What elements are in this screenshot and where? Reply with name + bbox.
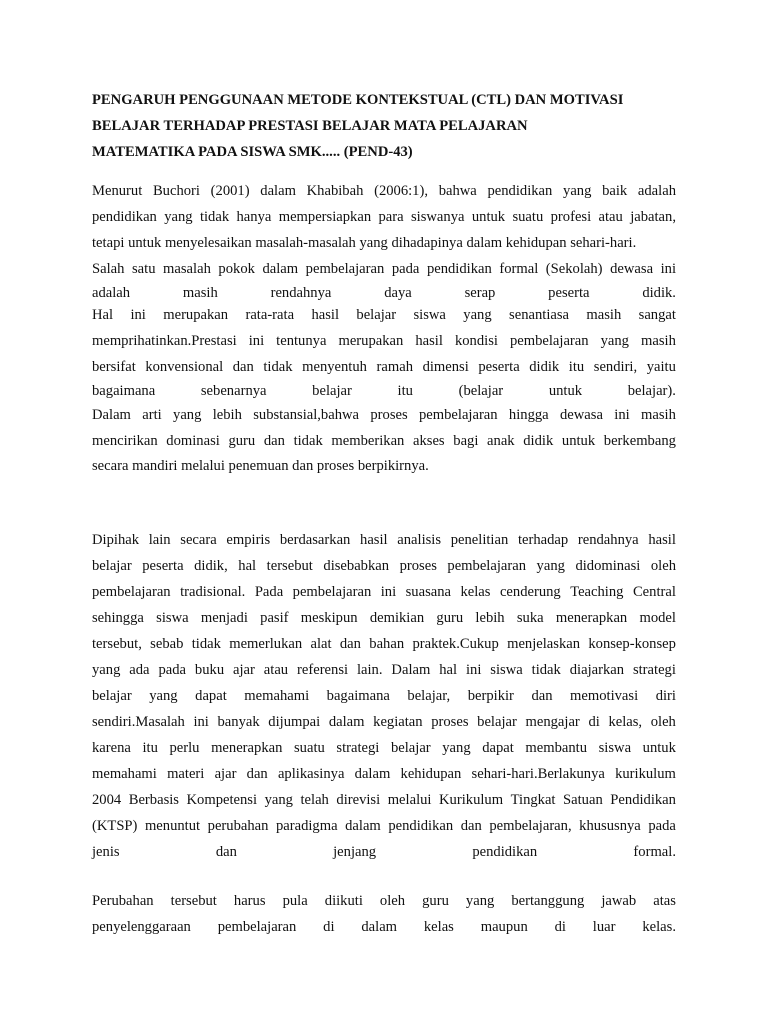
word: analisis xyxy=(397,532,442,548)
word: yang xyxy=(173,407,202,423)
word: dalam xyxy=(328,714,365,730)
paragraph-1-line xyxy=(92,405,676,425)
word: dan xyxy=(339,636,361,652)
word: diri xyxy=(655,688,676,704)
word: harus xyxy=(233,893,266,909)
word: untuk xyxy=(642,740,676,756)
word: atas xyxy=(653,893,676,909)
word: hanya xyxy=(236,209,272,225)
word: ini xyxy=(130,307,146,323)
word: membantu xyxy=(525,740,588,756)
word: siswa xyxy=(598,740,632,756)
word: maupun xyxy=(480,919,528,935)
word: hasil xyxy=(311,307,340,323)
word: bertanggung xyxy=(511,893,585,909)
word: memahami xyxy=(92,766,157,782)
word: menjadi xyxy=(200,610,248,626)
word: pembelajaran xyxy=(217,919,297,935)
word: empiris xyxy=(226,532,271,548)
paragraph-2-line xyxy=(92,530,676,550)
paragraph-2-line xyxy=(92,738,676,758)
word: tidak xyxy=(191,636,221,652)
word: sehingga xyxy=(92,610,144,626)
word: untuk xyxy=(471,209,506,225)
paragraph-1-line xyxy=(92,431,676,451)
word: penelitian xyxy=(450,532,509,548)
word: itu xyxy=(397,383,413,399)
word: bahan xyxy=(369,636,405,652)
paragraph-1-line xyxy=(92,207,676,227)
word: Tingkat xyxy=(510,792,556,808)
word: strategi xyxy=(336,740,380,756)
paragraph-3-line xyxy=(92,917,676,937)
word: para xyxy=(378,209,404,225)
word: disebabkan xyxy=(323,558,390,574)
word: berkembang xyxy=(603,433,676,449)
word: lain xyxy=(148,532,171,548)
word: aplikasinya xyxy=(277,766,345,782)
word: (KTSP) xyxy=(92,818,138,834)
word: sehari-hari.Berlakunya xyxy=(471,766,605,782)
word: dewasa xyxy=(610,261,654,277)
word: dan xyxy=(460,818,482,834)
word: yang xyxy=(600,333,629,349)
paragraph-1-line xyxy=(92,357,676,377)
word: suatu xyxy=(293,740,325,756)
word: pada xyxy=(158,662,187,678)
word: berpikir xyxy=(467,688,514,704)
word: proses xyxy=(431,714,469,730)
word: serap xyxy=(464,285,496,301)
word: Berbasis xyxy=(128,792,179,808)
word: lebih xyxy=(212,407,242,423)
word: guru xyxy=(422,893,449,909)
word: yang xyxy=(264,792,293,808)
word: masih xyxy=(182,285,218,301)
word: karena xyxy=(92,740,131,756)
word: suasana xyxy=(405,584,451,600)
word: tidak xyxy=(263,359,293,375)
word: masih xyxy=(641,333,676,349)
word: pembelajaran xyxy=(305,261,385,277)
word: anak xyxy=(487,433,515,449)
word: pendidikan xyxy=(487,183,553,199)
word: konsep-konsep xyxy=(588,636,676,652)
word: pendidikan xyxy=(92,209,157,225)
word: (2006:1), xyxy=(374,183,428,199)
word: siswa xyxy=(490,662,523,678)
word: hasil xyxy=(415,333,443,349)
word: dalam xyxy=(361,919,398,935)
word: bagaimana xyxy=(92,383,156,399)
word: ini xyxy=(660,261,676,277)
word: dominasi xyxy=(166,433,220,449)
word: meskipun xyxy=(300,610,358,626)
word: lain. xyxy=(356,662,383,678)
word: dijumpai xyxy=(268,714,321,730)
word: di xyxy=(588,714,600,730)
word: secara xyxy=(180,532,217,548)
word: bersifat xyxy=(92,359,136,375)
word: masalah xyxy=(163,261,211,277)
word: atau xyxy=(598,209,623,225)
word: sebenarnya xyxy=(200,383,267,399)
word: suatu xyxy=(512,209,544,225)
word: penyelenggaraan xyxy=(92,919,191,935)
word: dan xyxy=(263,433,285,449)
word: strategi xyxy=(632,662,676,678)
word: ada xyxy=(129,662,150,678)
word: Dipihak xyxy=(92,532,140,548)
word: adalah xyxy=(637,183,676,199)
word: memberikan xyxy=(331,433,405,449)
paragraph-2-line xyxy=(92,764,676,784)
word: itu xyxy=(142,740,158,756)
word: kegiatan xyxy=(373,714,423,730)
paragraph-2-line xyxy=(92,842,676,862)
word: tradisional. xyxy=(180,584,246,600)
word: arti xyxy=(142,407,162,423)
word: pasif xyxy=(260,610,289,626)
word: bahwa xyxy=(438,183,477,199)
word: diajarkan xyxy=(569,662,625,678)
word: cenderung xyxy=(499,584,561,600)
word: mempersiapkan xyxy=(278,209,372,225)
word: yang xyxy=(563,183,592,199)
word: tersebut xyxy=(170,893,217,909)
paragraph-2-line xyxy=(92,712,676,732)
word: oleh xyxy=(650,558,676,574)
word: memahami xyxy=(244,688,310,704)
word: (Sekolah) xyxy=(545,261,603,277)
word: yang xyxy=(536,558,565,574)
word: belajar xyxy=(92,688,132,704)
paragraph-1-line xyxy=(92,181,676,201)
word: hasil xyxy=(360,532,388,548)
word: mengajar xyxy=(525,714,580,730)
word: demikian xyxy=(369,610,425,626)
word: oleh xyxy=(379,893,406,909)
word: lebih xyxy=(475,610,505,626)
word: pokok xyxy=(218,261,255,277)
word: belajar xyxy=(477,714,517,730)
paragraph-2-line xyxy=(92,660,676,680)
word: hal xyxy=(439,662,458,678)
word: Salah xyxy=(92,261,125,277)
word: pula xyxy=(282,893,308,909)
word: memprihatinkan.Prestasi xyxy=(92,333,237,349)
word: belajar). xyxy=(627,383,676,399)
word: tidak xyxy=(293,433,323,449)
word: melalui xyxy=(387,792,432,808)
word: alat xyxy=(310,636,332,652)
word: siswa xyxy=(156,610,189,626)
word: pendidikan xyxy=(472,844,538,860)
word: pembelajaran xyxy=(509,333,589,349)
word: ini xyxy=(465,662,482,678)
word: ini xyxy=(614,407,630,423)
word: banyak xyxy=(217,714,260,730)
word: formal xyxy=(499,261,539,277)
word: oleh xyxy=(650,714,676,730)
word: pendidikan xyxy=(426,261,492,277)
word: yang xyxy=(463,307,492,323)
word: jenjang xyxy=(333,844,377,860)
word: Dalam xyxy=(391,662,431,678)
paragraph-1-line: tetapi untuk menyelesaikan masalah-masalah yang dihadapinya dalam kehidupan sehari-hari. xyxy=(92,235,637,251)
word: buku xyxy=(194,662,225,678)
word: tersebut, xyxy=(92,636,142,652)
word: didik xyxy=(523,433,554,449)
paragraph-2-line xyxy=(92,556,676,576)
word: bagi xyxy=(453,433,479,449)
word: belajar, xyxy=(407,688,451,704)
word: Satuan xyxy=(563,792,603,808)
word: dan xyxy=(232,359,254,375)
word: luar xyxy=(592,919,616,935)
word: guru xyxy=(436,610,464,626)
word: peserta xyxy=(478,359,520,375)
paragraph-1-line: secara mandiri melalui penemuan dan proses berpikirnya. xyxy=(92,458,429,474)
paragraph-1-line xyxy=(92,331,676,351)
word: Dalam xyxy=(92,407,131,423)
word: pembelajaran, xyxy=(489,818,572,834)
word: 2004 xyxy=(92,792,122,808)
word: Pada xyxy=(254,584,284,600)
word: sangat xyxy=(638,307,676,323)
paragraph-1-line xyxy=(92,305,676,325)
word: ini xyxy=(193,714,209,730)
word: dan xyxy=(246,766,268,782)
word: sebab xyxy=(150,636,184,652)
word: menyentuh xyxy=(302,359,367,375)
word: kelas xyxy=(423,919,454,935)
word: proses xyxy=(399,558,437,574)
word: menerapkan xyxy=(555,610,628,626)
word: tersebut xyxy=(266,558,313,574)
word: jawab xyxy=(601,893,637,909)
word: dalam xyxy=(262,261,299,277)
word: merupakan xyxy=(163,307,229,323)
word: jenis xyxy=(92,844,120,860)
word: belajar xyxy=(390,740,431,756)
word: belajar xyxy=(356,307,397,323)
word: kehidupan xyxy=(400,766,462,782)
word: pembelajaran xyxy=(292,584,372,600)
word: belajar xyxy=(312,383,352,399)
paragraph-2-line xyxy=(92,816,676,836)
paragraph-1-line xyxy=(92,259,676,279)
word: untuk xyxy=(561,433,596,449)
word: hingga xyxy=(508,407,549,423)
word: pembelajaran xyxy=(92,584,171,600)
word: ini xyxy=(248,333,265,349)
word: masih xyxy=(586,307,622,323)
word: tentunya xyxy=(276,333,327,349)
word: Perubahan xyxy=(92,893,154,909)
word: suka xyxy=(516,610,544,626)
word: kurikulum xyxy=(615,766,676,782)
word: ajar xyxy=(233,662,255,678)
word: Menurut xyxy=(92,183,143,199)
word: dan xyxy=(531,688,553,704)
word: rendahnya xyxy=(577,532,639,548)
word: didominasi xyxy=(575,558,641,574)
word: senantiasa xyxy=(509,307,570,323)
word: mencirikan xyxy=(92,433,158,449)
word: merupakan xyxy=(338,333,404,349)
word: siswanya xyxy=(410,209,465,225)
word: yang xyxy=(164,209,193,225)
word: didik xyxy=(529,359,560,375)
word: belajar xyxy=(92,558,132,574)
word: pada xyxy=(648,818,676,834)
word: Khabibah xyxy=(306,183,364,199)
word: pada xyxy=(391,261,420,277)
word: untuk xyxy=(548,383,583,399)
word: terhadap xyxy=(517,532,569,548)
title-line: PENGARUH PENGGUNAAN METODE KONTEKSTUAL (CTL) DAN MOTIVASI xyxy=(92,92,624,108)
title-line: MATEMATIKA PADA SISWA SMK..... (PEND-43) xyxy=(92,144,413,160)
word: menuntut xyxy=(144,818,201,834)
word: hal xyxy=(238,558,257,574)
word: didik. xyxy=(642,285,676,301)
word: satu xyxy=(131,261,156,277)
word: ramah xyxy=(376,359,413,375)
word: praktek.Cukup xyxy=(412,636,499,652)
word: kelas xyxy=(460,584,491,600)
paragraph-2-line xyxy=(92,634,676,654)
word: masih xyxy=(641,407,676,423)
word: (belajar xyxy=(458,383,504,399)
word: didik, xyxy=(194,558,228,574)
word: menjelaskan xyxy=(507,636,581,652)
word: dapat xyxy=(482,740,514,756)
word: dimensi xyxy=(422,359,469,375)
word: daya xyxy=(384,285,412,301)
word: Hal xyxy=(92,307,114,323)
word: itu xyxy=(568,359,585,375)
word: perubahan xyxy=(207,818,269,834)
word: referensi xyxy=(297,662,349,678)
word: siswa xyxy=(413,307,446,323)
word: yang xyxy=(465,893,495,909)
word: kondisi xyxy=(454,333,498,349)
word: jabatan, xyxy=(630,209,676,225)
word: sendiri, xyxy=(593,359,638,375)
word: yang xyxy=(92,662,121,678)
word: hasil xyxy=(648,532,676,548)
word: dalam xyxy=(260,183,296,199)
word: formal. xyxy=(633,844,676,860)
word: adalah xyxy=(92,285,131,301)
word: kelas. xyxy=(642,919,676,935)
word: peserta xyxy=(548,285,590,301)
word: pembelajaran xyxy=(447,558,527,574)
title-line: BELAJAR TERHADAP PRESTASI BELAJAR MATA PELAJARAN xyxy=(92,118,528,134)
word: dapat xyxy=(195,688,227,704)
word: telah xyxy=(300,792,329,808)
word: direvisi xyxy=(336,792,381,808)
word: sendiri.Masalah xyxy=(92,714,185,730)
word: paradigma xyxy=(275,818,338,834)
paragraph-2-line xyxy=(92,582,676,602)
word: ini xyxy=(380,584,397,600)
word: di xyxy=(323,919,335,935)
word: peserta xyxy=(142,558,184,574)
word: proses xyxy=(370,407,408,423)
paragraph-1-line xyxy=(92,283,676,303)
word: perlu xyxy=(169,740,200,756)
word: dan xyxy=(215,844,237,860)
word: rata-rata xyxy=(245,307,295,323)
word: dalam xyxy=(345,818,381,834)
word: dalam xyxy=(354,766,391,782)
word: menerapkan xyxy=(211,740,283,756)
word: di xyxy=(554,919,566,935)
word: memotivasi xyxy=(570,688,639,704)
paragraph-2-line xyxy=(92,686,676,706)
word: kelas, xyxy=(608,714,643,730)
word: atau xyxy=(263,662,289,678)
word: baik xyxy=(602,183,628,199)
word: materi xyxy=(167,766,205,782)
paragraph-2-line xyxy=(92,790,676,810)
word: Pendidikan xyxy=(610,792,676,808)
word: Teaching xyxy=(570,584,624,600)
word: model xyxy=(639,610,676,626)
word: pendidikan xyxy=(388,818,454,834)
word: (2001) xyxy=(210,183,250,199)
word: diikuti xyxy=(324,893,363,909)
word: tidak xyxy=(531,662,561,678)
word: akses xyxy=(413,433,445,449)
word: tidak xyxy=(199,209,230,225)
word: Buchori xyxy=(152,183,200,199)
paragraph-1-line xyxy=(92,381,676,401)
word: yang xyxy=(149,688,178,704)
word: substansial,bahwa xyxy=(253,407,360,423)
word: pembelajaran xyxy=(418,407,498,423)
word: profesi xyxy=(550,209,592,225)
word: ajar xyxy=(214,766,237,782)
word: guru xyxy=(228,433,256,449)
word: Central xyxy=(632,584,676,600)
word: dewasa xyxy=(559,407,603,423)
word: Kurikulum xyxy=(439,792,504,808)
word: Kompetensi xyxy=(186,792,258,808)
word: rendahnya xyxy=(270,285,332,301)
word: khususnya xyxy=(579,818,641,834)
paragraph-3-line xyxy=(92,891,676,911)
word: bagaimana xyxy=(326,688,390,704)
paragraph-2-line xyxy=(92,608,676,628)
word: yaitu xyxy=(646,359,676,375)
word: yang xyxy=(442,740,471,756)
word: memerlukan xyxy=(229,636,303,652)
word: berdasarkan xyxy=(279,532,351,548)
word: konvensional xyxy=(145,359,224,375)
